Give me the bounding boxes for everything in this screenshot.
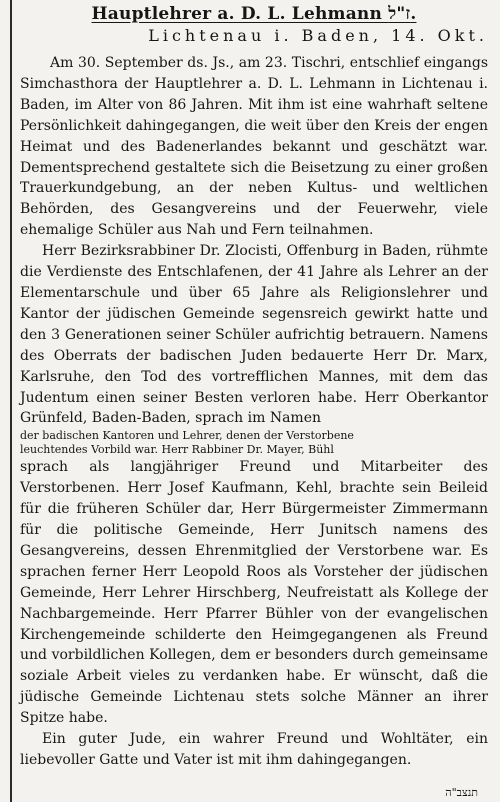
- article-paragraph-2-lead: Herr Bezirksrabbiner Dr. Zlocisti, Offenburg in Baden, rühmte die Verdienste des Entschlafenen, der 41 Jahre als Lehrer an der Elementarschule und über 65 Jahre als Religionslehrer und Kantor der jüdischen Gemeinde segensreich gewirkt hatte und den 3 Generationen seiner Schüler aufrichtig betrauern. Namens des Oberrats der badischen Juden bedauerte Herr Dr. Marx, Karlsruhe, den Tod des vortrefflichen Mannes, mit dem das Judentum einen seiner Besten verloren habe. Herr Oberkantor Grünfeld, Baden-Baden, sprach im Namen: [20, 243, 488, 427]
- article-headline: Hauptlehrer a. D. L. Lehmann ז"ל.: [91, 4, 417, 24]
- article-paragraph-2-tail: sprach als langjähriger Freund und Mitarbeiter des Verstorbenen. Herr Josef Kaufmann, Kehl, brachte sein Beileid für die früheren Schüler dar, Herr Bürgermeister Zimmermann für die politische Gemeinde, Herr Junitsch namens des Gesangvereins, dessen Ehrenmitglied der Verstorbene war. Es sprachen ferner Herr Leopold Roos als Vorsteher der jüdischen Gemeinde, Herr Lehrer Hirschberg, Neufreistatt als Kollege der Nachbargemeinde. Herr Pfarrer Bühler von der evangelischen Kirchengemeinde schilderte den Heimgegangenen als Freund und vorbildlichen Kollegen, dem er besonders durch gemeinsame soziale Arbeit vieles zu verdanken habe. Er wünscht, daß die jüdische Gemeinde Lichtenau stets solche Männer an ihrer Spitze habe.: [20, 459, 488, 727]
- article-paragraph-2-small-line-2: leuchtendes Vorbild war. Herr Rabbiner Dr. Mayer, Bühl: [20, 443, 334, 457]
- article-paragraph-2-small-line-1: der badischen Kantoren und Lehrer, denen der Verstorbene: [20, 429, 354, 443]
- article-column: [10, 0, 488, 802]
- article-paragraph-2: [20, 241, 488, 729]
- article-paragraph-1: Am 30. September ds. Js., am 23. Tischri, entschlief eingangs Simchasthora der Hauptlehrer a. D. L. Lehmann in Lichtenau i. Baden, im Alter von 86 Jahren. Mit ihm ist eine wahrhaft seltene Persönlichkeit dahingegangen, die weit über den Kreis der engen Heimat und des Badenerlandes bekannt und geschätzt war. Dementsprechend gestaltete sich die Beisetzung zu einer großen Trauerkundgebung, an der neben Kultus- und weltlichen Behörden, des Gesangvereins und der Feuerwehr, viele ehemalige Schüler aus Nah und Fern teilnahmen.: [20, 55, 488, 239]
- closing-hebrew-abbreviation: תנצב"ה: [445, 786, 478, 799]
- article-dateline: Lichtenau i. Baden, 14. Okt.: [148, 26, 488, 45]
- article-paragraph-3: Ein guter Jude, ein wahrer Freund und Wohltäter, ein liebevoller Gatte und Vater ist mit ihm dahingegangen.: [20, 731, 488, 768]
